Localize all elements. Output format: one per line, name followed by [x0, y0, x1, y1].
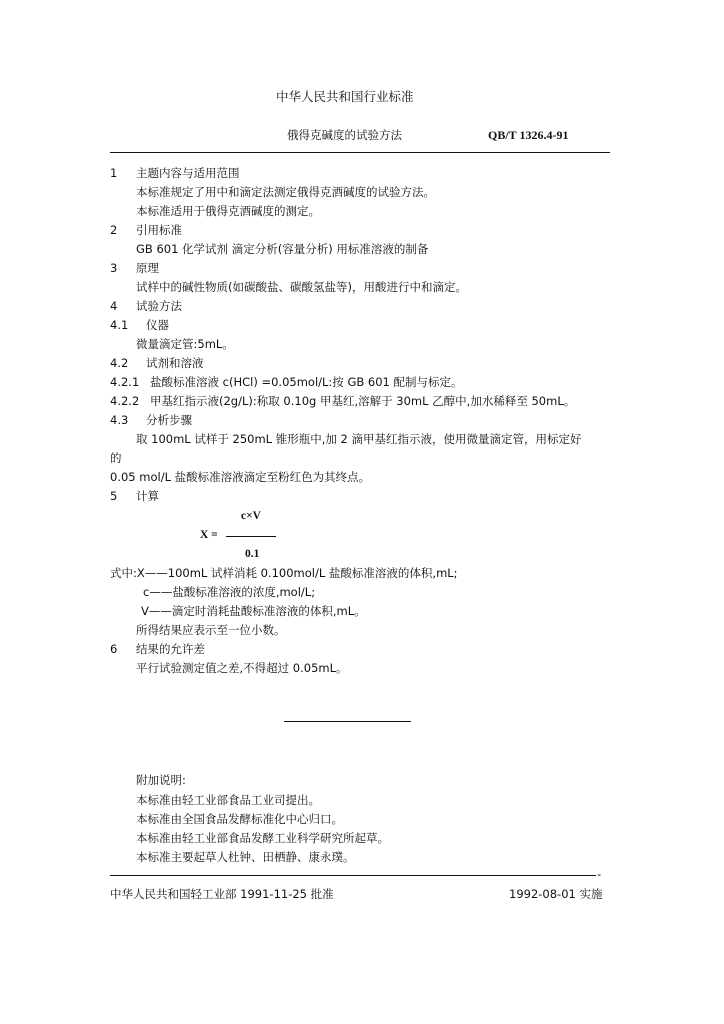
footer-dash: -	[597, 867, 602, 881]
section-4-number: 4	[110, 299, 118, 313]
section-4-2-2-number: 4.2.2	[110, 394, 140, 408]
where-clause: 式中:X——100mL 试样消耗 0.100mol/L 盐酸标准溶液的体积,mL;	[110, 566, 458, 580]
footer-rule	[110, 875, 596, 876]
standard-code: QB/T 1326.4-91	[488, 128, 569, 142]
fraction-bar	[226, 536, 276, 537]
formula-numerator: c×V	[241, 510, 261, 522]
section-3-paragraph: 试样中的碱性物质(如碳酸盐、碳酸氢盐等)，用酸进行中和滴定。	[136, 280, 467, 294]
v-definition: V——滴定时消耗盐酸标准溶液的体积,mL。	[141, 604, 366, 618]
section-6-heading	[110, 642, 205, 656]
section-4-2-2	[110, 394, 575, 408]
section-2-paragraph: GB 601 化学试剂 滴定分析(容量分析) 用标准溶液的制备	[136, 242, 429, 256]
section-4-title: 试验方法	[136, 299, 182, 313]
section-5-heading	[110, 489, 159, 503]
section-1-heading	[110, 166, 240, 180]
result-precision: 所得结果应表示至一位小数。	[136, 623, 286, 637]
section-4-3-paragraph: 0.05 mol/L 盐酸标准溶液滴定至粉红色为其终点。	[110, 470, 371, 484]
section-4-1-number: 4.1	[110, 318, 129, 332]
section-4-1-title: 仪器	[146, 318, 169, 332]
section-4-heading	[110, 299, 182, 313]
section-4-2-heading	[110, 356, 204, 370]
note-item: 本标准由全国食品发酵标准化中心归口。	[136, 812, 343, 826]
notes-heading: 附加说明:	[136, 773, 186, 787]
section-4-2-number: 4.2	[110, 356, 129, 370]
section-3-heading	[110, 261, 159, 275]
section-4-3-number: 4.3	[110, 413, 129, 427]
note-item: 本标准主要起草人杜钟、田栖静、康永璞。	[136, 850, 355, 864]
section-4-2-2-text: 甲基红指示液(2g/L):称取 0.10g 甲基红,溶解于 30mL 乙醇中,加水稀释至 50mL。	[150, 394, 576, 408]
section-1-paragraph: 本标准适用于俄得克酒碱度的测定。	[136, 204, 320, 218]
section-1-number: 1	[110, 166, 118, 180]
section-1-paragraph: 本标准规定了用中和滴定法测定俄得克酒碱度的试验方法。	[136, 185, 435, 199]
section-5-title: 计算	[136, 489, 159, 503]
end-rule	[284, 721, 411, 722]
section-6-paragraph: 平行试验测定值之差,不得超过 0.05mL。	[136, 661, 348, 675]
section-2-heading	[110, 223, 182, 237]
section-3-title: 原理	[136, 261, 159, 275]
effective-date: 1992-08-01 实施	[509, 887, 603, 901]
section-4-1-heading	[110, 318, 169, 332]
note-item: 本标准由轻工业部食品工业司提出。	[136, 793, 320, 807]
formula-denominator: 0.1	[245, 548, 260, 560]
section-2-number: 2	[110, 223, 118, 237]
section-4-2-1	[110, 375, 463, 389]
section-4-3-paragraph: 取 100mL 试样于 250mL 锥形瓶中,加 2 滴甲基红指示液，使用微量滴定管，用标定好	[136, 432, 582, 446]
header-rule	[110, 152, 610, 153]
section-4-2-1-number: 4.2.1	[110, 375, 140, 389]
section-4-2-title: 试剂和溶液	[146, 356, 204, 370]
section-4-2-1-text: 盐酸标准溶液 c(HCl) =0.05mol/L:按 GB 601 配制与标定。	[150, 375, 463, 389]
c-definition: c——盐酸标准溶液的浓度,mol/L;	[143, 585, 316, 599]
section-6-number: 6	[110, 642, 118, 656]
org-title: 中华人民共和国行业标准	[276, 89, 414, 104]
doc-title: 俄得克碱度的试验方法	[287, 128, 402, 142]
formula-lhs: X =	[200, 529, 218, 541]
approval-date: 中华人民共和国轻工业部 1991-11-25 批准	[110, 887, 334, 901]
section-5-number: 5	[110, 489, 118, 503]
note-item: 本标准由轻工业部食品发酵工业科学研究所起草。	[136, 831, 389, 845]
section-2-title: 引用标准	[136, 223, 182, 237]
section-1-title: 主题内容与适用范围	[136, 166, 240, 180]
section-4-1-paragraph: 微量滴定管:5mL。	[136, 337, 234, 351]
section-3-number: 3	[110, 261, 118, 275]
section-4-3-paragraph-cont: 的	[110, 451, 122, 465]
section-4-3-title: 分析步骤	[146, 413, 192, 427]
section-6-title: 结果的允许差	[136, 642, 205, 656]
section-4-3-heading	[110, 413, 192, 427]
